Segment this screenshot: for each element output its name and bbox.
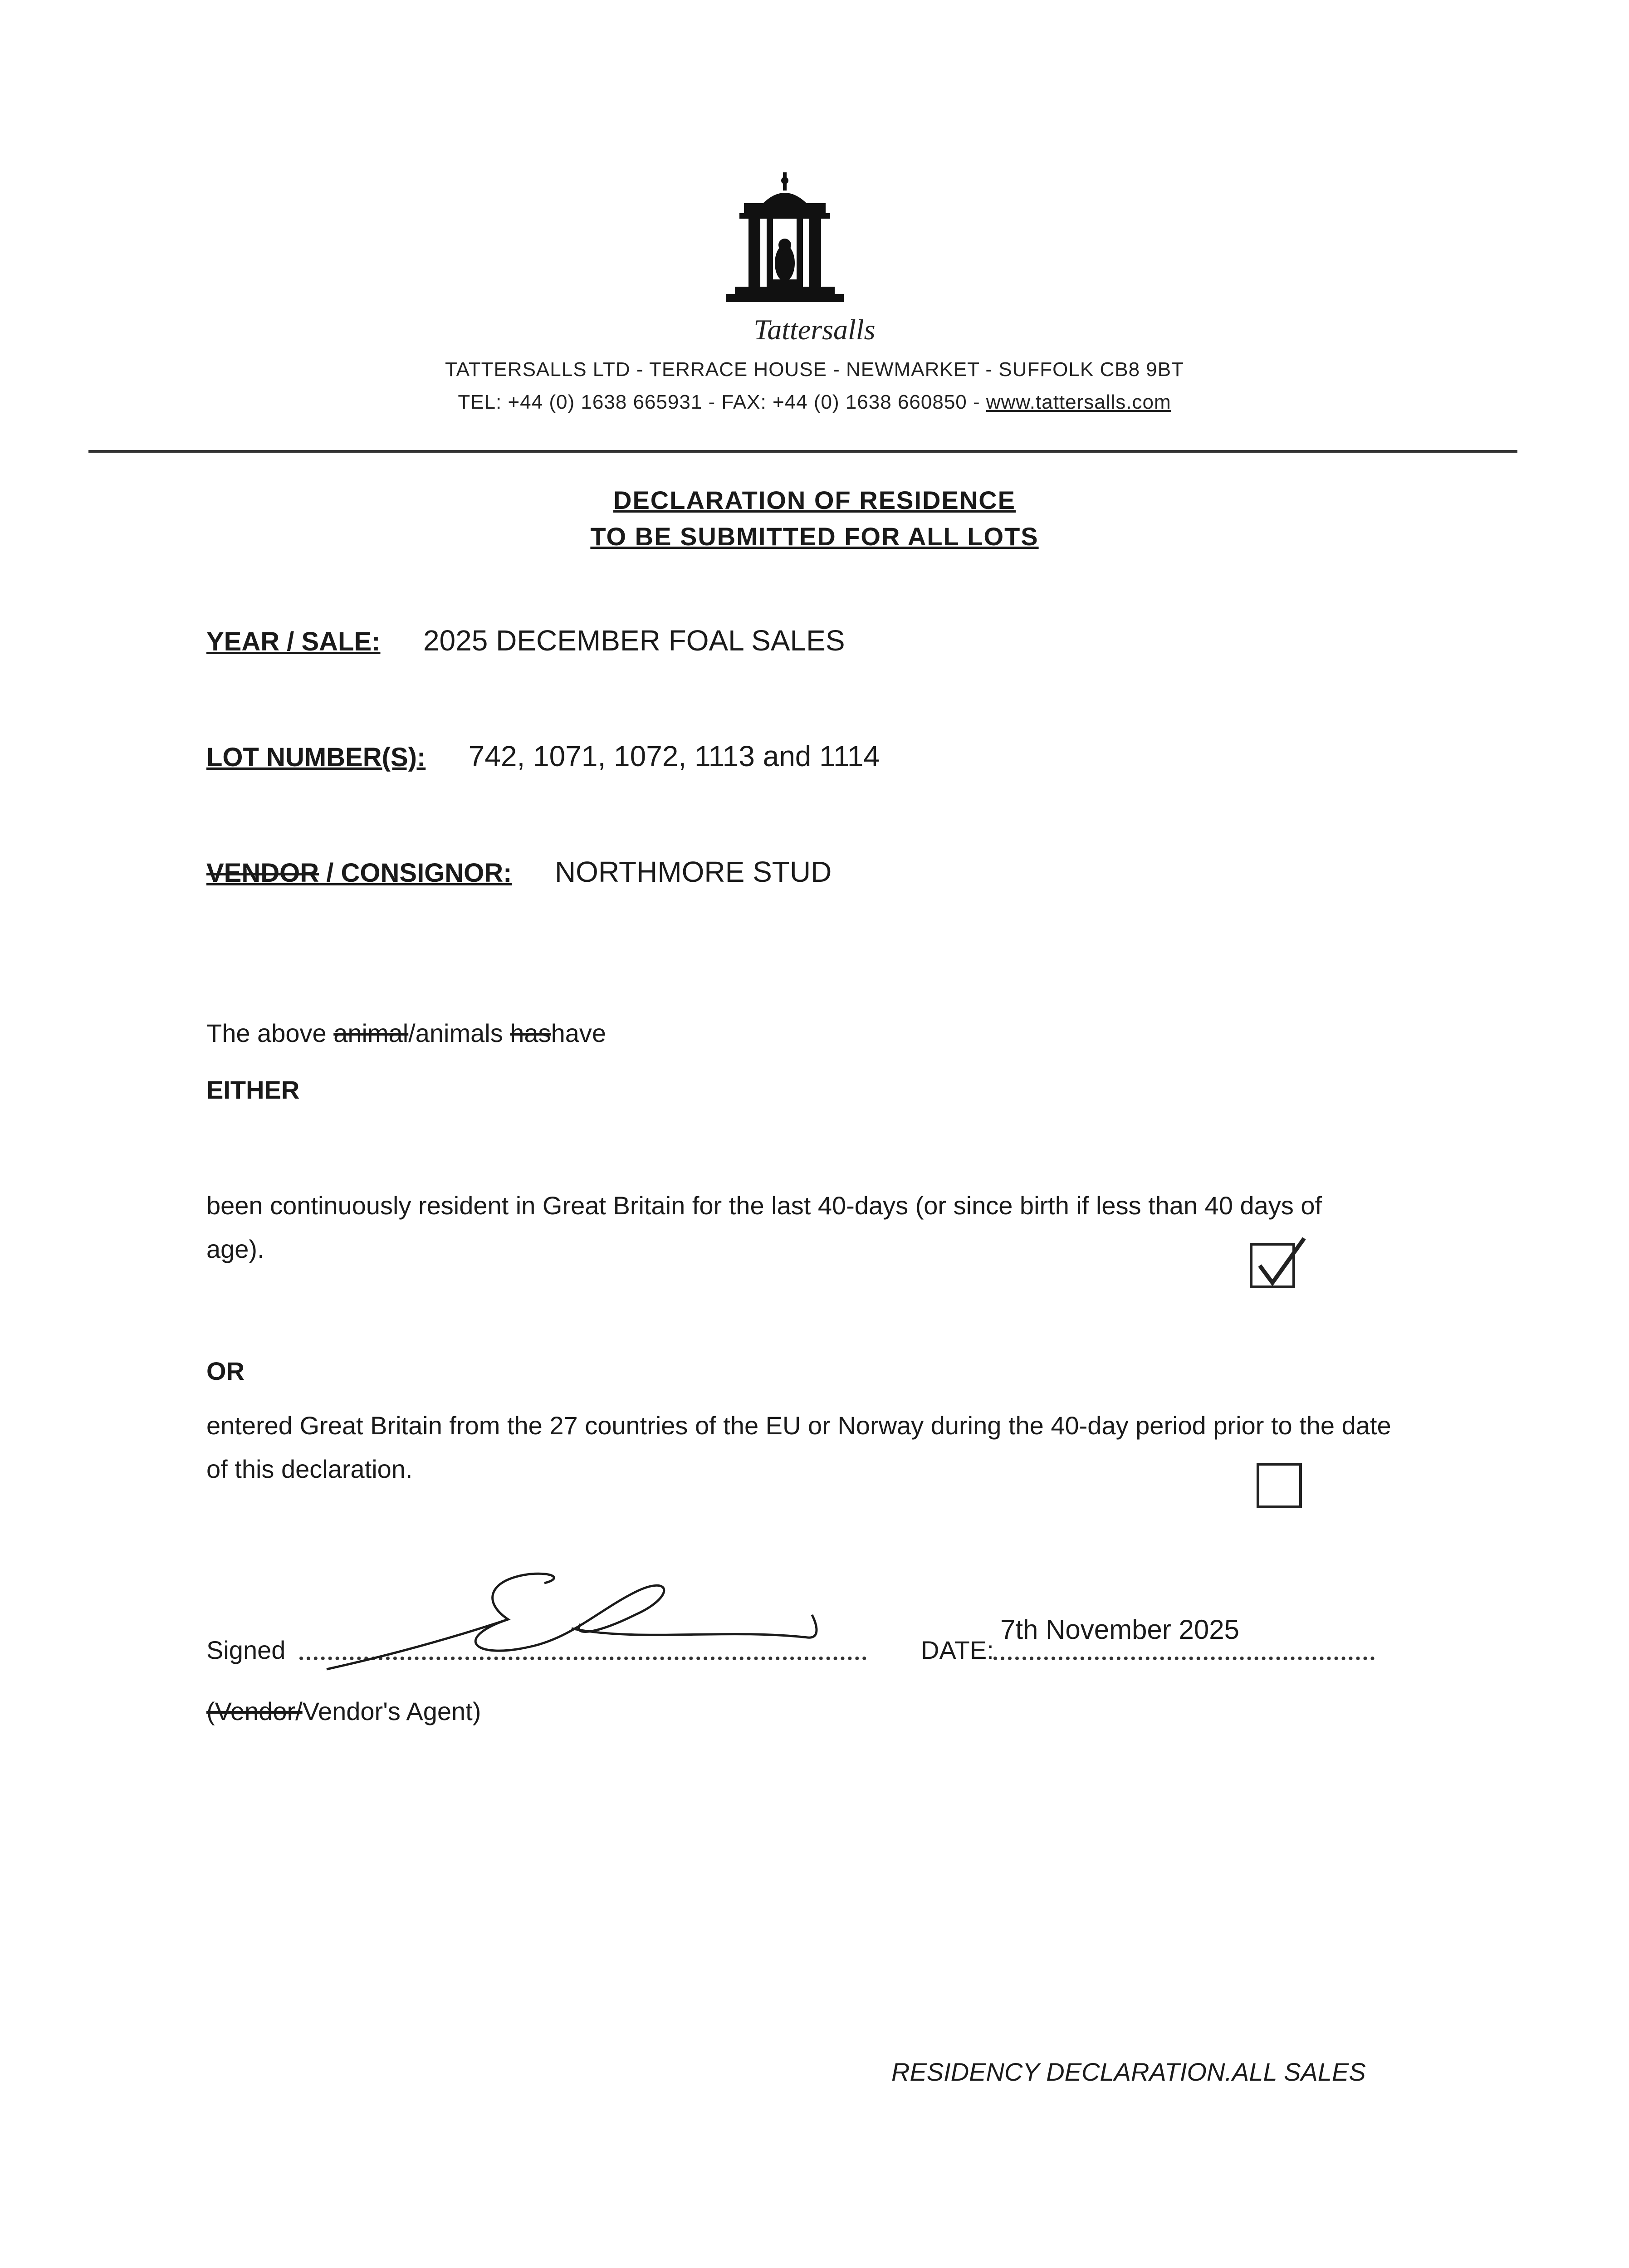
- lot-numbers-label: LOT NUMBER(S):: [206, 743, 426, 772]
- handwritten-signature: [318, 1556, 871, 1692]
- address-line: TATTERSALLS LTD - TERRACE HOUSE - NEWMARKET - SUFFOLK CB8 9BT: [445, 358, 1184, 381]
- tattersalls-logo: [726, 172, 844, 318]
- or-label: OR: [206, 1357, 245, 1385]
- year-sale-value: 2025 DECEMBER FOAL SALES: [423, 624, 845, 657]
- document-title: DECLARATION OF RESIDENCE: [613, 486, 1016, 514]
- vendor-value: NORTHMORE STUD: [554, 855, 832, 888]
- statement-intro: The above animal/animals hashave: [206, 1019, 606, 1047]
- checkmark-icon: [1250, 1234, 1309, 1288]
- vendor-struck: VENDOR: [206, 858, 319, 888]
- document-subtitle: TO BE SUBMITTED FOR ALL LOTS: [590, 522, 1039, 551]
- either-label: EITHER: [206, 1075, 300, 1104]
- struck-has: has: [510, 1019, 551, 1047]
- contact-line: [0, 391, 1629, 414]
- header-divider: [88, 450, 1517, 453]
- lot-numbers-value: 742, 1071, 1072, 1113 and 1114: [468, 740, 880, 772]
- brand-name: Tattersalls: [753, 313, 876, 346]
- option1-text: been continuously resident in Great Britain for the last 40-days (or since birth if less than 40 days of age).: [206, 1191, 1322, 1263]
- date-value: 7th November 2025: [1000, 1614, 1239, 1645]
- struck-vendor: (Vendor/: [206, 1697, 303, 1725]
- option2-text: entered Great Britain from the 27 countries of the EU or Norway during the 40-day period prior to the date of this declaration.: [206, 1411, 1391, 1483]
- contact-numbers: TEL: +44 (0) 1638 665931 - FAX: +44 (0) 1638 660850 -: [458, 391, 986, 413]
- vendor-row: [206, 855, 832, 889]
- year-sale-label: YEAR / SALE:: [206, 627, 381, 656]
- option2-checkbox[interactable]: [1257, 1463, 1302, 1508]
- year-sale-row: [206, 624, 845, 657]
- signed-label: Signed: [206, 1636, 286, 1664]
- option1-checkbox[interactable]: [1250, 1243, 1295, 1288]
- struck-animal: animal: [333, 1019, 409, 1047]
- lot-numbers-row: [206, 739, 880, 773]
- date-line: [993, 1657, 1375, 1660]
- date-label: DATE:: [921, 1636, 994, 1664]
- vendor-label: VENDOR / CONSIGNOR:: [206, 858, 512, 888]
- signatory-role: (Vendor/Vendor's Agent): [206, 1697, 481, 1725]
- footer-reference: RESIDENCY DECLARATION.ALL SALES: [891, 2058, 1366, 2086]
- website-link[interactable]: www.tattersalls.com: [986, 391, 1171, 413]
